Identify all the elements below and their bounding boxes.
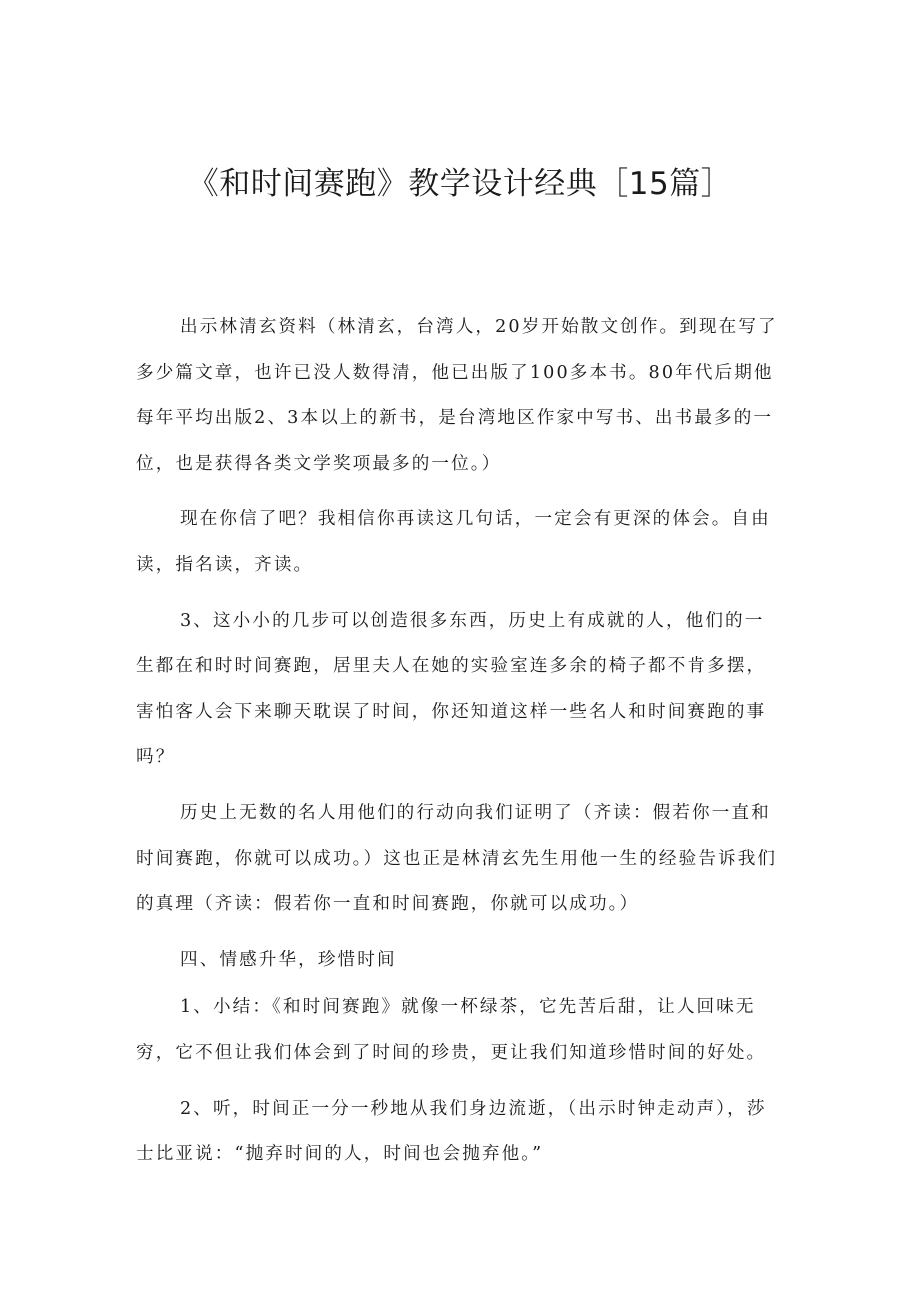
- document-body: [136, 305, 784, 1188]
- paragraph-summary-1: 1、小结：《和时间赛跑》就像一杯绿茶，它先苦后甜，让人回味无穷，它不但让我们体会到了时间的珍贵，更让我们知道珍惜时间的好处。: [136, 997, 767, 1063]
- paragraph-history-proof: 历史上无数的名人用他们的行动向我们证明了（齐读：假若你一直和时间赛跑，你就可以成功。）这也正是林清玄先生用他一生的经验告诉我们的真理（齐读：假若你一直和时间赛跑，你就可以成功。）: [136, 802, 778, 915]
- paragraph-reading-practice: 现在你信了吧？我相信你再读这几句话，一定会有更深的体会。自由读，指名读，齐读。: [136, 509, 771, 575]
- paragraph-listen-2: 2、听，时间正一分一秒地从我们身边流逝，（出示时钟走动声），莎士比亚说：“抛弃时间的人，时间也会抛弃他。”: [136, 1098, 767, 1165]
- section-heading-4: 四、情感升华，珍惜时间: [180, 949, 397, 970]
- paragraph-author-info: 出示林清玄资料（林清玄，台湾人，20岁开始散文创作。到现在写了多少篇文章，也许已没人数得清，他已出版了100多本书。80年代后期他每年平均出版2、3本以上的新书，是台湾地区作家中写书、出书最多的一位，也是获得各类文学奖项最多的一位。）: [136, 317, 778, 474]
- document-title: 《和时间赛跑》教学设计经典［15篇］: [187, 166, 733, 202]
- paragraph-step-3: 3、这小小的几步可以创造很多东西，历史上有成就的人，他们的一生都在和时时间赛跑，居里夫人在她的实验室连多余的椅子都不肯多摆，害怕客人会下来聊天耽误了时间，你还知道这样一些名人和时间赛跑的事吗？: [136, 610, 767, 768]
